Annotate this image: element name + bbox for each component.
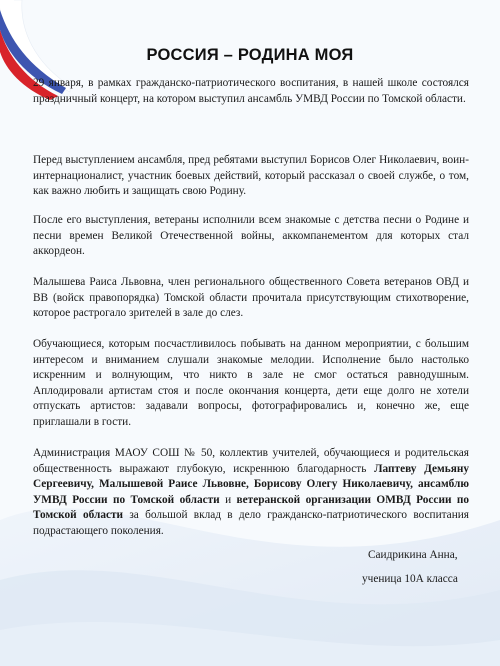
paragraph-gratitude: [33, 446, 469, 540]
author-role: ученица 10А класса: [362, 573, 458, 585]
paragraph-students: Обучающиеся, которым посчастливилось побывать на данном мероприятии, с большим интересом и вниманием слушали знакомые мелодии. Исполнение было настолько искренним и волнующим, что никто в зале не смог остаться равнодушным. Аплодировали артистам стоя и после окончания концерта, дети еще долго не хотели отпускать артистов: задавали вопросы, фотографировались и, конечно же, еще приглашали в гости.: [33, 338, 469, 428]
paragraph-veterans-songs: После его выступления, ветераны исполнили всем знакомые с детства песни о Родине и песни времен Великой Отечественной войны, аккомпанементом для которых стал аккордеон.: [33, 214, 469, 258]
paragraph-concert: 29 января, в рамках гражданско-патриотического воспитания, в нашей школе состоялся праздничный концерт, на котором выступил ансамбль УМВД России по Томской области.: [33, 77, 469, 105]
paragraph-borisov: Перед выступлением ансамбля, пред ребятами выступил Борисов Олег Николаевич, воин-интернационалист, участник боевых действий, который рассказал о своей службе, о том, как важно любить и защищать свою Родину.: [33, 154, 469, 198]
author-name: Саидрикина Анна,: [368, 549, 458, 561]
gratitude-recipients: Лаптеву Демьяну Сергеевичу, Малышевой Раисе Львовне, Борисову Олегу Николаевичу, ансамблю УМВД России по Томской области: [33, 462, 469, 506]
page-title: РОССИЯ – РОДИНА МОЯ: [146, 46, 354, 64]
gratitude-organization: ветеранской организации ОМВД России по Томской области: [33, 493, 470, 522]
gratitude-text-end: за большой вклад в дело гражданско-патриотического воспитания подрастающего поколения.: [33, 509, 469, 537]
gratitude-text-and: и: [219, 493, 237, 506]
paragraph-malysheva: Малышева Раиса Львовна, член регионального общественного Совета ветеранов ОВД и ВВ (войск правопорядка) Томской области прочитала присутствующим стихотворение, которое растрогало зрителей в зале до слез.: [33, 276, 469, 320]
gratitude-text: Администрация МАОУ СОШ № 50, коллектив учителей, обучающиеся и родительская общественность выражают глубокую, искреннюю благодарность: [33, 447, 469, 475]
